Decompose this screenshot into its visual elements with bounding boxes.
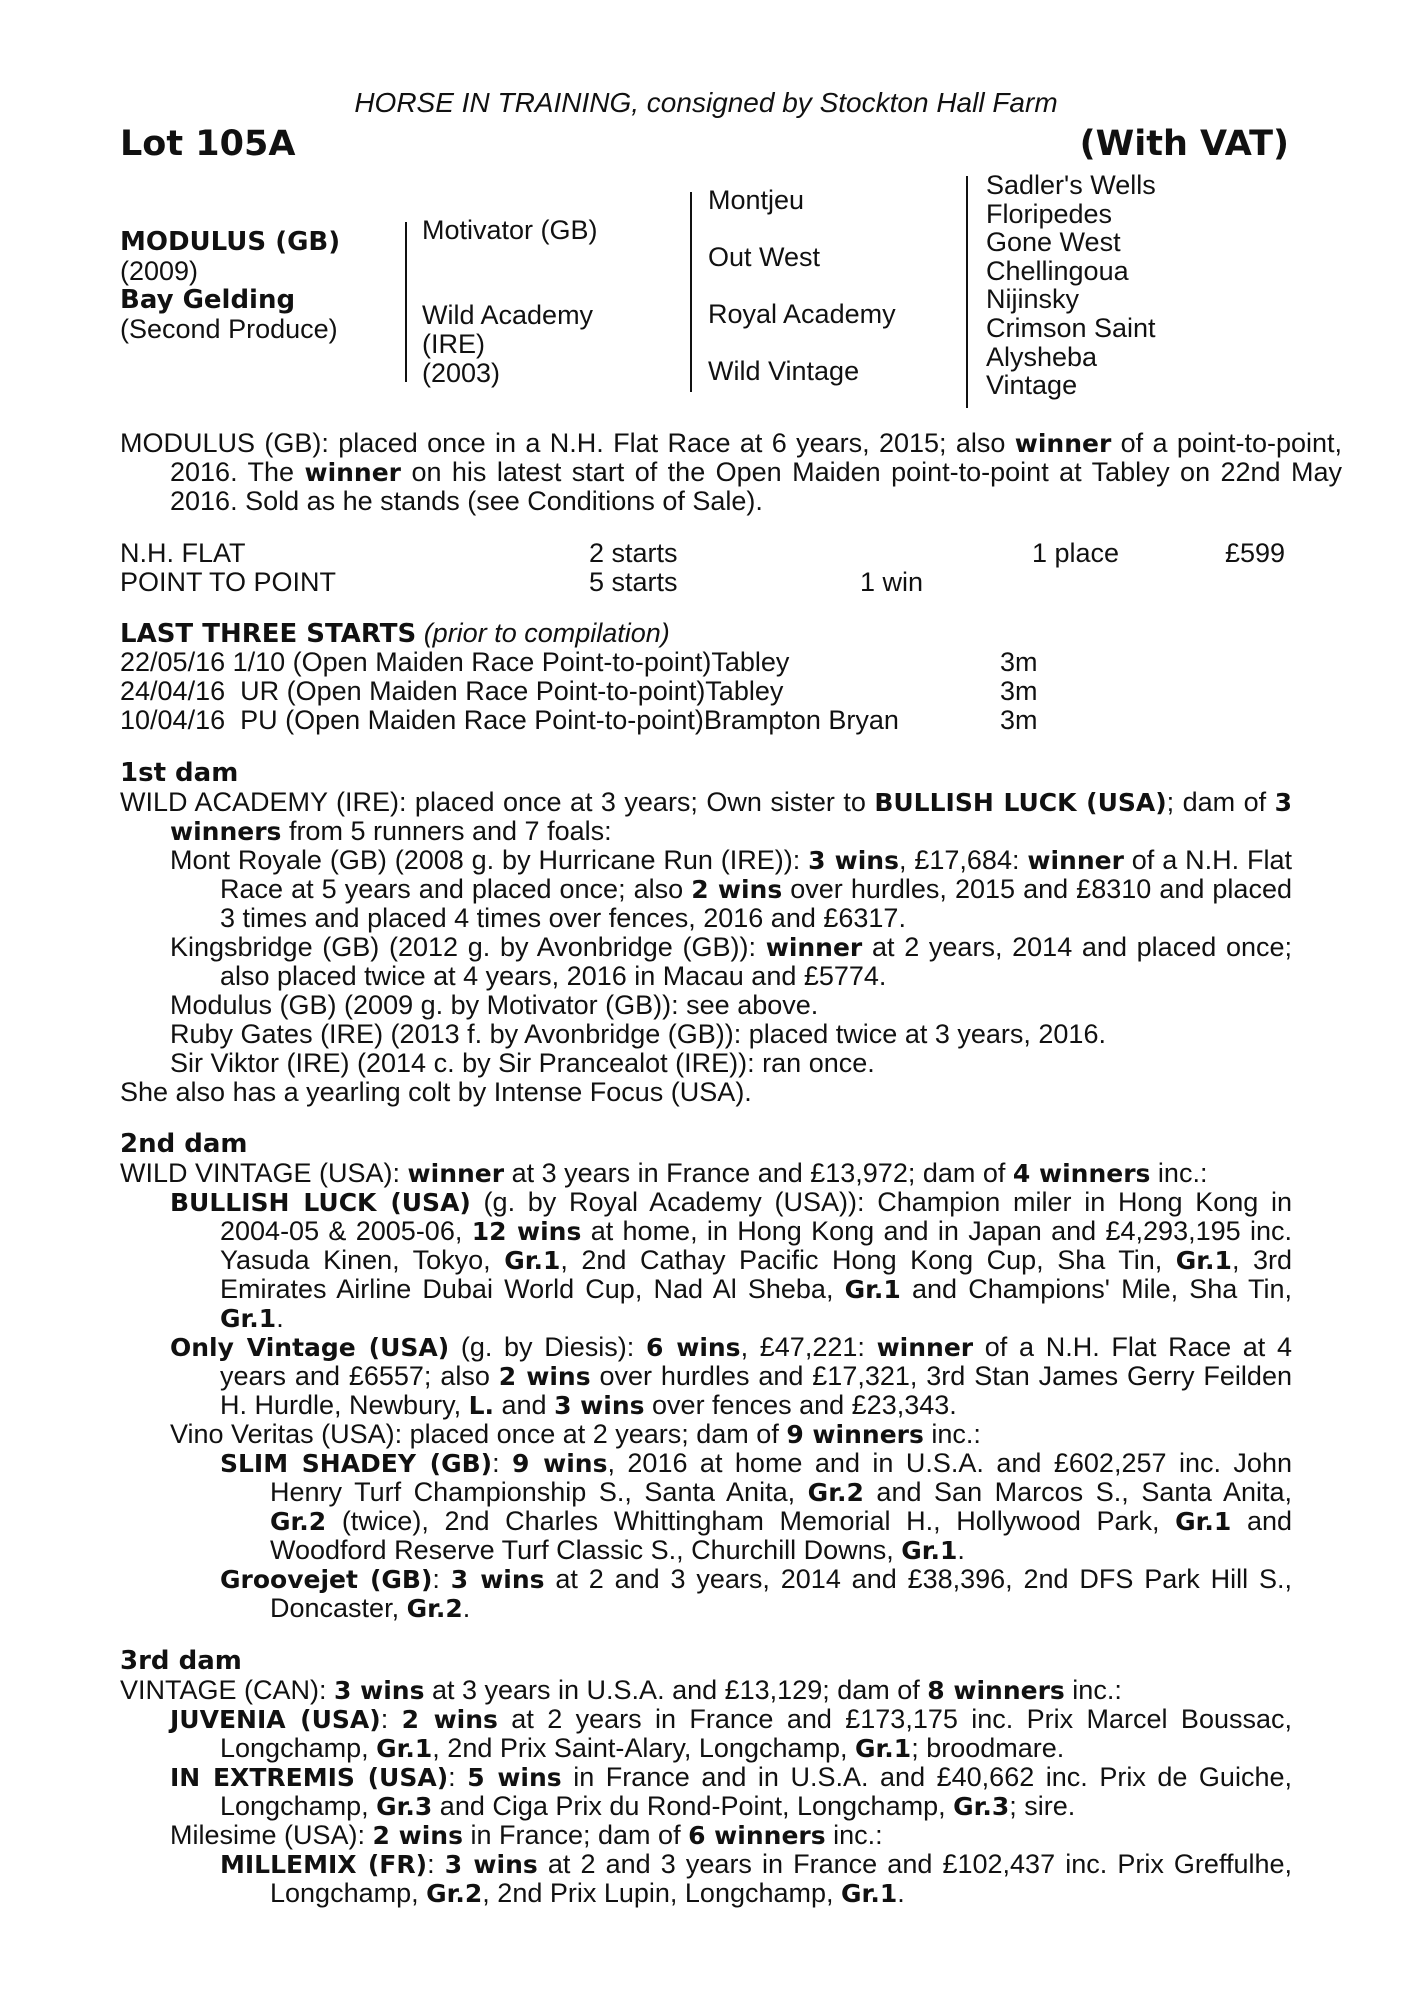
vat-status: (With VAT)	[1079, 124, 1289, 164]
dam1-intro: WILD ACADEMY (IRE): placed once at 3 years; Own sister to BULLISH LUCK (USA); dam of 3 winners from 5 runners and 7 foals:	[120, 787, 1293, 846]
dam2-section	[120, 1130, 1292, 1623]
last-start-row: 10/04/16 PU (Open Maiden Race Point-to-point)Brampton Bryan 3m	[120, 705, 1038, 735]
dam3-intro: VINTAGE (CAN): 3 wins at 3 years in U.S.A. and £13,129; dam of 8 winners inc.:	[120, 1675, 1122, 1705]
dam1-section	[120, 759, 1292, 1107]
dam3-section	[120, 1647, 1292, 1908]
sire-sire: Montjeu	[708, 185, 805, 215]
gen3-7: Alysheba	[986, 342, 1098, 372]
pedigree-divider-3	[966, 176, 968, 408]
dam2-title: 2nd dam	[120, 1129, 248, 1159]
gen3-4: Chellingoua	[986, 256, 1129, 286]
gen3-8: Vintage	[986, 370, 1078, 400]
dam1-yearling: She also has a yearling colt by Intense Focus (USA).	[120, 1077, 752, 1107]
dam3-produce-milesime: Milesime (USA): 2 wins in France; dam of 6 winners inc.:	[170, 1820, 883, 1850]
dam-sire: Royal Academy	[708, 299, 896, 329]
last-starts-heading: LAST THREE STARTS (prior to compilation)	[120, 618, 670, 649]
dam-year: (2003)	[422, 358, 501, 388]
dam2-intro: WILD VINTAGE (USA): winner at 3 years in France and £13,972; dam of 4 winners inc.:	[120, 1158, 1208, 1188]
pedigree-divider-2	[690, 192, 692, 392]
dam3-title: 3rd dam	[120, 1646, 242, 1676]
dam3-grandproduce-millemix: MILLEMIX (FR): 3 wins at 2 and 3 years in France and £102,437 inc. Prix Greffulhe, Longchamp, Gr.2, 2nd Prix Lupin, Longchamp, Gr.1.	[220, 1849, 1293, 1908]
gen3-1: Sadler's Wells	[986, 170, 1156, 200]
dam3-produce-in-extremis: IN EXTREMIS (USA): 5 wins in France and in U.S.A. and £40,662 inc. Prix de Guiche, Longchamp, Gr.3 and Ciga Prix du Rond-Point, Longchamp, Gr.3; sire.	[170, 1762, 1292, 1821]
record-row-nh-flat: N.H. FLAT 2 starts 1 place £599	[120, 538, 1286, 568]
horse-name: MODULUS (GB)	[120, 227, 341, 257]
dam2-produce-bullish-luck: BULLISH LUCK (USA) (g. by Royal Academy (USA)): Champion miler in Hong Kong in 2004-05 & 2005-06, 12 wins at home, in Hong Kong and in Japan and £4,293,195 inc. Yasuda Kinen, Tokyo, Gr.1, 2nd Cathay Pacific Hong Kong Cup, Sha Tin, Gr.1, 3rd Emirates Airline Dubai World Cup, Nad Al Sheba, Gr.1 and Champions' Mile, Sha Tin, Gr.1.	[170, 1187, 1292, 1333]
gen3-3: Gone West	[986, 227, 1121, 257]
dam1-produce-ruby-gates: Ruby Gates (IRE) (2013 f. by Avonbridge (GB)): placed twice at 3 years, 2016.	[170, 1019, 1106, 1049]
dam1-produce-modulus: Modulus (GB) (2009 g. by Motivator (GB)): see above.	[170, 990, 819, 1020]
horse-year: (2009)	[120, 256, 199, 286]
gen3-2: Floripedes	[986, 199, 1113, 229]
gen3-6: Crimson Saint	[986, 313, 1156, 343]
dam1-produce-mont-royale: Mont Royale (GB) (2008 g. by Hurricane Run (IRE)): 3 wins, £17,684: winner of a N.H. Flat Race at 5 years and placed once; also 2 wins over hurdles, 2015 and £8310 and placed 3 times and placed 4 times over fences, 2016 and £6317.	[170, 845, 1292, 933]
horse-produce: (Second Produce)	[120, 314, 338, 344]
sire-dam: Out West	[708, 242, 821, 272]
dam-dam: Wild Vintage	[708, 356, 860, 386]
lot-number: Lot 105A	[120, 124, 296, 164]
horse-sex: Bay Gelding	[120, 285, 296, 315]
race-summary: MODULUS (GB): placed once in a N.H. Flat Race at 6 years, 2015; also winner of a point-to-point, 2016. The winner on his latest start of the Open Maiden point-to-point at Tabley on 22nd May 2016. Sold as he stands (see Conditions of Sale).	[120, 428, 1343, 516]
sire: Motivator (GB)	[422, 215, 598, 245]
dam1-produce-sir-viktor: Sir Viktor (IRE) (2014 c. by Sir Prancealot (IRE)): ran once.	[170, 1048, 875, 1078]
dam2-produce-only-vintage: Only Vintage (USA) (g. by Diesis): 6 wins, £47,221: winner of a N.H. Flat Race at 4 years and £6557; also 2 wins over hurdles and £17,321, 3rd Stan James Gerry Feilden H. Hurdle, Newbury, L. and 3 wins over fences and £23,343.	[170, 1332, 1293, 1420]
dam2-grandproduce-groovejet: Groovejet (GB): 3 wins at 2 and 3 years, 2014 and £38,396, 2nd DFS Park Hill S., Doncaster, Gr.2.	[220, 1564, 1292, 1623]
dam-name: Wild Academy	[422, 300, 594, 330]
dam3-produce-juvenia: JUVENIA (USA): 2 wins at 2 years in France and £173,175 inc. Prix Marcel Boussac, Longchamp, Gr.1, 2nd Prix Saint-Alary, Longchamp, Gr.1; broodmare.	[170, 1704, 1292, 1763]
dam2-grandproduce-slim-shadey: SLIM SHADEY (GB): 9 wins, 2016 at home and in U.S.A. and £602,257 inc. John Henry Turf Championship S., Santa Anita, Gr.2 and San Marcos S., Santa Anita, Gr.2 (twice), 2nd Charles Whittingham Memorial H., Hollywood Park, Gr.1 and Woodford Reserve Turf Classic S., Churchill Downs, Gr.1.	[220, 1448, 1292, 1565]
dam2-produce-vino-veritas: Vino Veritas (USA): placed once at 2 years; dam of 9 winners inc.:	[170, 1419, 981, 1449]
pedigree-divider-1	[405, 222, 407, 382]
consignor-line: HORSE IN TRAINING, consigned by Stockton Hall Farm	[354, 87, 1058, 118]
record-row-point-to-point: POINT TO POINT 5 starts 1 win	[120, 567, 924, 597]
last-start-row: 24/04/16 UR (Open Maiden Race Point-to-point)Tabley 3m	[120, 676, 1038, 706]
gen3-5: Nijinsky	[986, 284, 1080, 314]
last-start-row: 22/05/16 1/10 (Open Maiden Race Point-to-point)Tabley 3m	[120, 647, 1038, 677]
dam1-produce-kingsbridge: Kingsbridge (GB) (2012 g. by Avonbridge (GB)): winner at 2 years, 2014 and placed once; also placed twice at 4 years, 2016 in Macau and £5774.	[170, 932, 1292, 991]
dam1-title: 1st dam	[120, 758, 239, 788]
dam-origin: (IRE)	[422, 329, 485, 359]
